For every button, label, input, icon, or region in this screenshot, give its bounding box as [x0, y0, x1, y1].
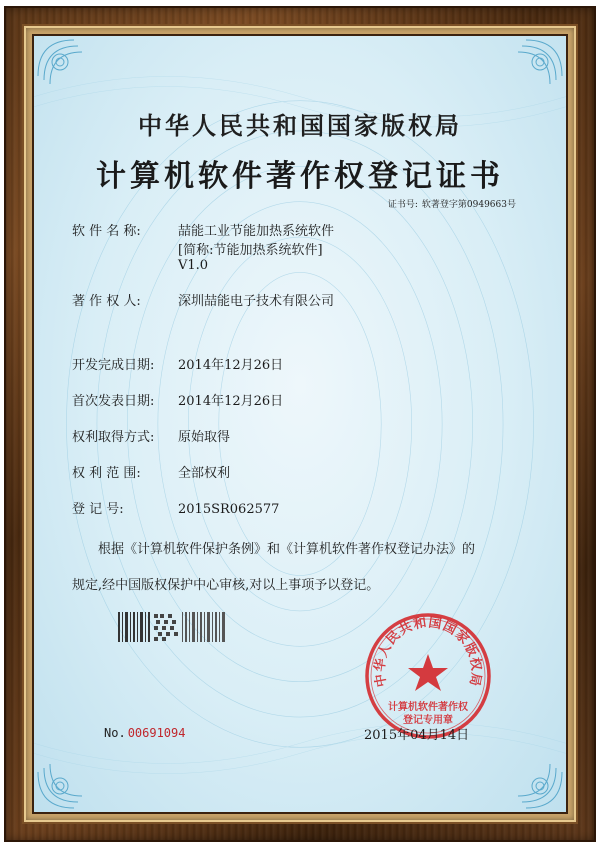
owner-label: 著 作 权 人: [72, 294, 141, 309]
registration-label: 登 记 号: [72, 502, 124, 517]
scope-value: 全部权利 [178, 466, 231, 481]
seal-line-2: 登记专用章 [403, 715, 453, 726]
software-name-row [72, 220, 334, 239]
seal-line-1: 计算机软件著作权 [388, 702, 468, 713]
corner-ornament-top-left [34, 36, 108, 110]
official-seal [364, 612, 492, 740]
certificate-paper [34, 36, 566, 812]
serial-number [104, 726, 185, 740]
acquire-label: 权利取得方式: [72, 430, 155, 445]
software-name-value: 喆能工业节能加热系统软件 [178, 224, 335, 239]
scope-label: 权 利 范 围: [72, 466, 141, 481]
dev-date-label: 开发完成日期: [72, 358, 155, 373]
issue-date: 2015年04月14日 [364, 728, 470, 743]
body-line-1: 根据《计算机软件保护条例》和《计算机软件著作权登记办法》的 [98, 542, 476, 557]
publish-date-label: 首次发表日期: [72, 394, 155, 409]
barcode [118, 612, 226, 642]
frame-gold-border [26, 28, 574, 820]
scope-row [72, 462, 230, 481]
serial-number-label: No. [104, 726, 126, 740]
corner-ornament-bottom-right [492, 738, 566, 812]
publish-date-row [72, 390, 283, 409]
corner-ornament-bottom-left [34, 738, 108, 812]
software-version: V1.0 [178, 258, 209, 273]
certificate-number-label: 证书号: [387, 200, 418, 210]
certificate-title: 计算机软件著作权登记证书 [96, 159, 504, 194]
frame-mat [32, 34, 568, 814]
owner-value: 深圳喆能电子技术有限公司 [178, 294, 335, 309]
picture-frame [4, 6, 596, 842]
seal-ring-text: 中华人民共和国国家版权局 [372, 615, 484, 689]
body-line-2: 规定,经中国版权保护中心审核,对以上事项予以登记。 [72, 578, 380, 593]
corner-ornament-top-right [492, 36, 566, 110]
publish-date-value: 2014年12月26日 [178, 394, 284, 409]
acquire-value: 原始取得 [178, 430, 231, 445]
dev-date-value: 2014年12月26日 [178, 358, 284, 373]
dev-date-row [72, 354, 283, 373]
software-short-name: [简称:节能加热系统软件] [178, 243, 323, 258]
serial-number-value: 00691094 [127, 726, 186, 740]
registration-row [72, 498, 279, 517]
authority-heading: 中华人民共和国国家版权局 [138, 111, 462, 140]
registration-number: 2015SR062577 [178, 502, 280, 517]
acquire-row [72, 426, 230, 445]
software-name-label: 软 件 名 称: [72, 224, 141, 239]
owner-row [72, 290, 334, 309]
certificate-number [384, 197, 516, 210]
certificate-number-value: 软著登字第0949663号 [421, 200, 516, 210]
